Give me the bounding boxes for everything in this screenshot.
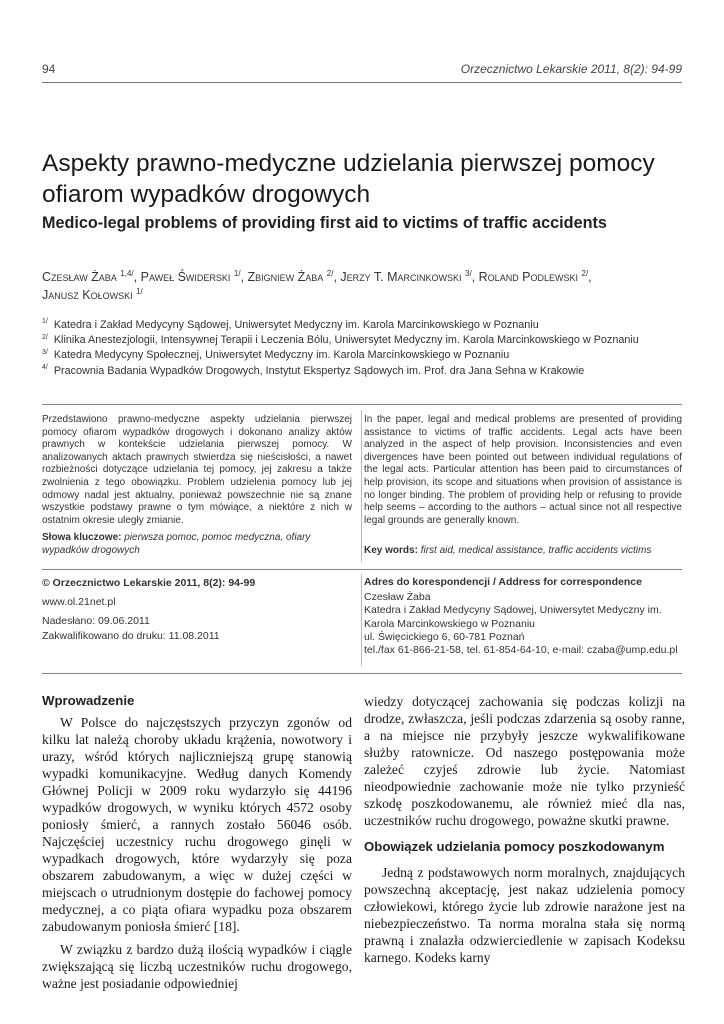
- publication-info: [42, 576, 352, 643]
- correspondence-line: Katedra i Zakład Medycyny Sądowej, Uniwersytet Medyczny im.: [364, 604, 662, 617]
- meta-column-divider: [361, 574, 362, 666]
- correspondence-line: ul. Święcickiego 6, 60-781 Poznań: [364, 630, 525, 643]
- author: Janusz Kołowski $^{1/}$: [42, 286, 143, 302]
- submitted-date: Nadesłano: 09.06.2011: [42, 615, 150, 628]
- affiliation: $^{1/}$ Katedra i Zakład Medycyny Sądowej, Uniwersytet Medyczny im. Karola Marcinkowskiego w Poznaniu: [42, 318, 539, 331]
- body-column-right: [364, 693, 685, 966]
- affiliation: $^{3/}$ Katedra Medycyny Społecznej, Uniwersytet Medyczny im. Karola Marcinkowskiego w Poznaniu: [42, 348, 510, 362]
- correspondence-line: Karola Marcinkowskiego w Poznaniu: [364, 617, 535, 630]
- abstract-column-divider: [361, 410, 362, 562]
- paragraph: W Polsce do najczęstszych przyczyn zgonów od kilku lat należą choroby układu krążenia, nowotwory i urazy, wśród których najliczniejszą grupę stanowią wypadki komunikacyjne. Według danych Komendy Głównej Policji w 2009 roku wydarzyło się 44196 wypadków drogowych, w wyniku których 4572 osoby poniosły śmierć, a rannych zostało 56046 osób. Najczęściej uczestnicy ruchu drogowego ginęli w wypadkach drogowych, które wydarzyły się poza obszarem zabudowanym, a więc w dużej części w miejscach o utrudnionym dostępie do fachowej pomocy medycznej, a co piąta ofiara wypadku poza obszarem zabudowanym poniosła śmierć [18].: [42, 715, 352, 934]
- paragraph: wiedzy dotyczącej zachowania się podczas kolizji na drodze, zwłaszcza, jeśli podczas zdarzenia są osoby ranne, a na miejsce nie przybyły jeszcze wykwalifikowane służby ratownicze. Od naszego postępowania może zależeć czyjeś zdrowie lub życie. Natomiast nieodpowiednie zachowanie może nie tylko przynieść szkodę poszkodowanemu, ale również mieć dla nas, uczestników ruchu drogowego, poważne skutki prawne.: [364, 694, 685, 828]
- author: Zbigniew Żaba $^{2/}$,: [247, 268, 341, 284]
- copyright-line: © Orzecznictwo Lekarskie 2011, 8(2): 94-99: [42, 577, 256, 589]
- meta-top-rule: [42, 569, 682, 570]
- keywords-polish: Słowa kluczowe: pierwsza pomoc, pomoc medyczna, ofiary wypadków drogowych: [42, 532, 311, 556]
- page-number: 94: [42, 62, 56, 76]
- affiliation-list: [42, 318, 692, 379]
- keywords-english: Key words: first aid, medical assistance, traffic accidents victims: [364, 545, 652, 556]
- affiliation: $^{4/}$ Pracownia Badania Wypadków Drogowych, Instytut Ekspertyz Sądowych im. Prof. dra Jana Sehna w Krakowie: [42, 364, 585, 377]
- abstract-top-rule: [42, 404, 682, 405]
- author: Roland Podlewski $^{2/}$,: [478, 268, 592, 284]
- correspondence-name: Czesław Żaba: [364, 591, 431, 604]
- body-column-left: [42, 714, 352, 992]
- correspondence-heading: Adres do korespondencji / Address for correspondence: [364, 576, 642, 588]
- journal-reference: Orzecznictwo Lekarskie 2011, 8(2): 94-99: [460, 62, 682, 76]
- journal-url[interactable]: www.ol.21net.pl: [42, 596, 116, 609]
- author-list: [42, 268, 682, 304]
- section-heading-introduction: Wprowadzenie: [42, 693, 135, 708]
- header-rule: [42, 82, 682, 83]
- accepted-date: Zakwalifikowano do druku: 11.08.2011: [42, 629, 220, 642]
- abstract-english: In the paper, legal and medical problems are presented of providing assistance to victims of traffic accidents. Legal acts have been analyzed in the aspect of help provision. Inconsistencies and even divergences have been pointed out between individual regulations of the legal acts. Particular attention has been paid to circumstances of help provision, its scope and situations when provision of assistance is no longer binding. The problem of providing help or refusing to provide help seems – according to the authors – actual since not all respective legal grounds are generally known.: [364, 414, 682, 526]
- article-title-polish: Aspekty prawno‑medyczne udzielania pierwszej pomocy ofiarom wypadków drogowych: [42, 150, 655, 208]
- author: Paweł Świderski $^{1/}$,: [140, 268, 248, 284]
- author: Jerzy T. Marcinkowski $^{3/}$,: [340, 268, 479, 284]
- abstract-polish: Przedstawiono prawno-medyczne aspekty udzielania pierwszej pomocy ofiarom wypadków drogowych i dokonano analizy aktów prawnych w kontekście udzielania pierwszej pomocy. W analizowanych aktach prawnych stwierdza się nieścisłości, a nawet rozbieżności dotyczące udzielania tej pomocy, jej zakresu a także zwolnienia z tego obowiązku. Problem udzielenia pomocy lub jej odmowy nadal jest aktualny, ponieważ powszechnie nie są znane wszystkie podstawy prawne o tym mówiące, a niektóre z nich w ostatnim okresie uległy zmianie.: [42, 414, 352, 526]
- affiliation: $^{2/}$ Klinika Anestezjologii, Intensywnej Terapii i Leczenia Bólu, Uniwersytet Medyczny im. Karola Marcinkowskiego w Poznaniu: [42, 333, 639, 347]
- paragraph: Jedną z podstawowych norm moralnych, znajdujących powszechną akceptację, jest nakaz udzielenia pomocy człowiekowi, którego życie lub zdrowie narażone jest na niebezpieczeństwo. Ta norma moralna stała się normą prawną i znalazła odzwierciedlenie w zapisach Kodeksu karnego. Kodeks karny: [364, 865, 685, 965]
- article-title-english: Medico‑legal problems of providing first aid to victims of traffic accidents: [42, 214, 607, 232]
- correspondence-address: [364, 576, 684, 657]
- author: Czesław Żaba $^{1,4/}$,: [42, 268, 141, 284]
- body-top-rule: [42, 673, 682, 674]
- correspondence-contact: tel./fax 61-866-21-58, tel. 61-854-64-10, e-mail: czaba@ump.edu.pl: [364, 644, 678, 657]
- paragraph: W związku z bardzo dużą ilością wypadków i ciągle zwiększającą się liczbą uczestników ruchu drogowego, ważne jest posiadanie odpowiedniej: [42, 942, 352, 991]
- section-heading-duty-to-help: Obowiązek udzielania pomocy poszkodowanym: [364, 839, 665, 854]
